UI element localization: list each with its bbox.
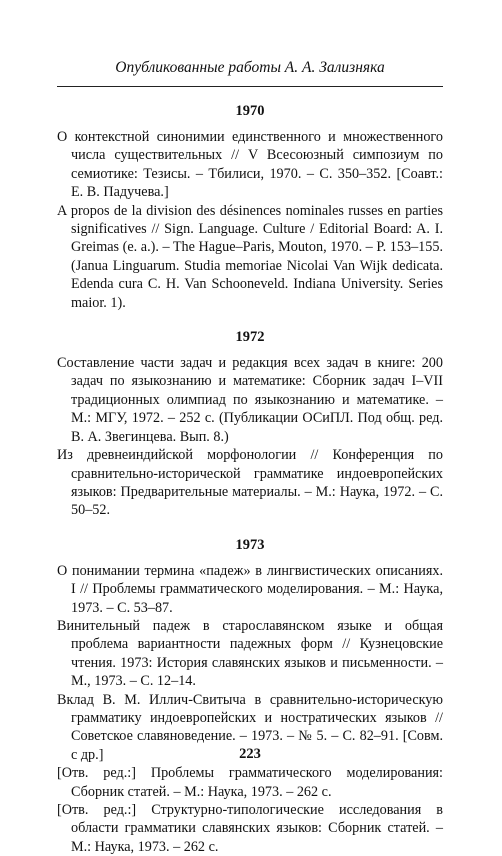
bibliography-entry: О понимании термина «падеж» в лингвистических описаниях. I // Проблемы грамматического моделирования. – М.: Наука, 1973. – С. 53–87. — [57, 562, 443, 616]
bibliography-entry: О контекстной синонимии единственного и множественного числа существительных // V Всесоюзный симпозиум по семиотике: Тезисы. – Тбилиси, 1970. – С. 350–352. [Соавт.: Е. В. Падучева.] — [57, 129, 443, 201]
year-section — [57, 102, 443, 312]
year-section — [57, 328, 443, 520]
year-section — [57, 536, 443, 856]
bibliography-entry: Составление части задач и редакция всех задач в книге: 200 задач по языкознанию и математике: Сборник задач I–VII традиционных олимпиад по языкознанию и математике. – М.: МГУ, 1972. – 252 с. (Публикации ОСиПЛ. Под общ. ред. В. А. Звегинцева. Вып. 8.) — [57, 355, 443, 445]
bibliography-entry: Из древнеиндийской морфонологии // Конференция по сравнительно-исторической грамматике индоевропейских языков: Предварительные материалы. – М.: Наука, 1972. – С. 50–52. — [57, 447, 443, 519]
header-rule — [57, 86, 443, 87]
bibliography-entry: [Отв. ред.:] Структурно-типологические исследования в области грамматики славянских языков: Сборник статей. – М.: Наука, 1973. – 262 с. — [57, 802, 443, 855]
year-heading: 1973 — [235, 536, 265, 553]
bibliography-entry: [Отв. ред.:] Проблемы грамматического моделирования: Сборник статей. – М.: Наука, 1973. – 262 с. — [57, 765, 443, 800]
running-header: Опубликованные работы А. А. Зализняка — [115, 59, 385, 76]
bibliography-entry: Вклад В. М. Иллич-Свитыча в сравнительно-историческую грамматику индоевропейских и ностратических языков // Советское славяноведение. – 1973. – № 5. – С. 82–91. [Совм. с др.] — [57, 691, 443, 763]
page-number: 223 — [239, 746, 261, 762]
bibliography-entry: Винительный падеж в старославянском языке и общая проблема вариантности падежных форм // Кузнецовские чтения. 1973: История славянских языков и письменности. – М., 1973. – С. 12–14. — [57, 617, 443, 690]
bibliography — [57, 98, 443, 856]
year-heading: 1970 — [235, 103, 265, 119]
year-heading: 1972 — [235, 329, 265, 346]
bibliography-entry: A propos de la division des désinences nominales russes en parties significatives // Sign. Language. Culture / Editorial Board: A. I. Greimas (e. a.). – The Hague–Paris, Mouton, 1970. – P. 153–155. (Janua Linguarum. Studia memoriae Nicolai Van Wijk dedicata. Edenda cura C. H. Van Schooneveld. Indiana University. Series maior. 1). — [57, 202, 443, 311]
